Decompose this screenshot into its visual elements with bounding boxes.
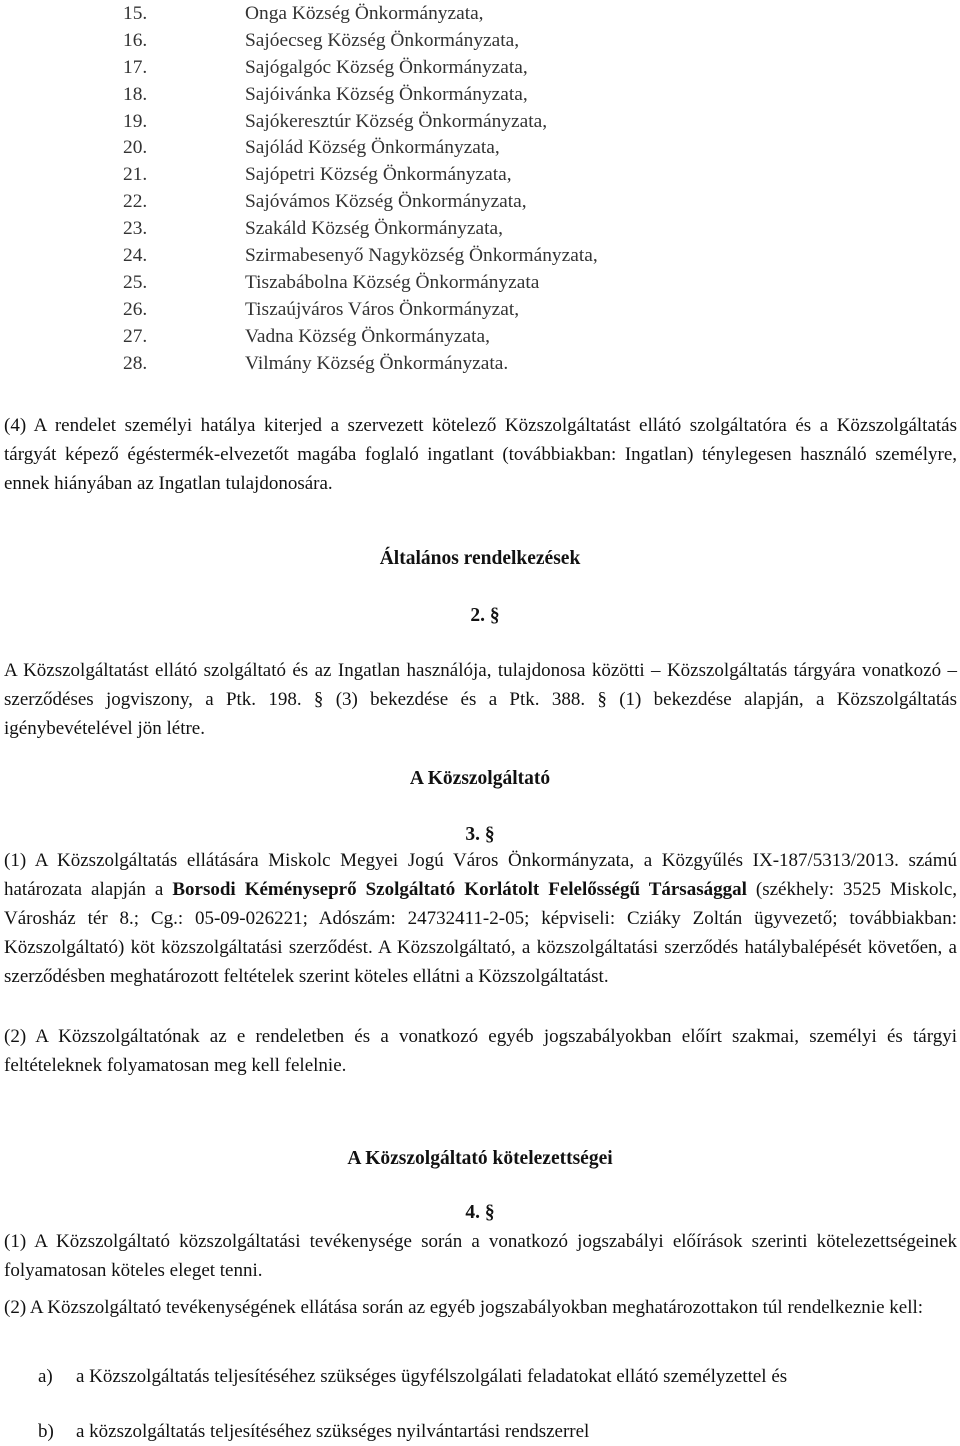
municipality-name: Sajóecseg Község Önkormányzata, — [245, 29, 520, 51]
municipality-name: Sajókeresztúr Község Önkormányzata, — [245, 110, 548, 132]
section-4-paragraph-2: (2) A Közszolgáltató tevékenységének ellátása során az egyéb jogszabályokban meghatározottakon túl rendelkeznie kell: — [4, 1297, 924, 1318]
municipality-item — [0, 296, 960, 323]
municipality-number: 17. — [123, 56, 148, 78]
municipality-number: 18. — [123, 83, 148, 105]
section-3-paragraph-1 — [4, 846, 957, 991]
municipality-item — [0, 269, 960, 296]
paragraph-scope: (4) A rendelet személyi hatálya kiterjed a szervezett kötelező Közszolgáltatást ellátó szolgáltatóra és a Közszolgáltatás tárgyát képező égéstermék-elvezetőt magába foglaló ingatlant (továbbiakban: Ingatlan) ténylegesen használó személyre, ennek hiányában az Ingatlan tulajdonosára. — [4, 415, 957, 494]
municipality-item — [0, 27, 960, 54]
list-text: a Közszolgáltatás teljesítéséhez szükséges ügyfélszolgálati feladatokat ellátó személyzettel és — [76, 1366, 788, 1387]
section-3-text-a: (1) A Közszolgáltatás ellátására Miskolc Megyei Jogú Város Önkormányzata, a Közgyűlés IX-187/5313/2013. számú határozata alapján a — [4, 850, 957, 900]
section-3-paragraph-2: (2) A Közszolgáltatónak az e rendeletben és a vonatkozó egyéb jogszabályokban előírt szakmai, személyi és tárgyi feltételeknek folyamatosan meg kell felelnie. — [4, 1026, 957, 1076]
municipality-name: Sajógalgóc Község Önkormányzata, — [245, 56, 528, 78]
provider-company-name: Borsodi Kéményseprő Szolgáltató Korlátolt Felelősségű Társasággal — [172, 879, 747, 900]
list-item-a — [4, 1363, 957, 1419]
municipality-item — [0, 134, 960, 161]
municipality-number: 22. — [123, 191, 148, 213]
municipality-item — [0, 54, 960, 81]
municipality-item — [0, 323, 960, 350]
municipality-number: 21. — [123, 164, 148, 186]
section-2-number: 2. § — [470, 605, 500, 626]
municipality-list — [0, 0, 960, 376]
municipality-name: Szakáld Község Önkormányzata, — [245, 218, 503, 240]
municipality-name: Sajópetri Község Önkormányzata, — [245, 164, 512, 186]
municipality-item — [0, 161, 960, 188]
list-marker: a) — [38, 1366, 53, 1387]
municipality-number: 24. — [123, 245, 148, 267]
list-item-b — [4, 1418, 957, 1446]
municipality-name: Tiszabábolna Község Önkormányzata — [245, 271, 540, 293]
municipality-item — [0, 350, 960, 377]
list-marker: b) — [38, 1421, 54, 1442]
municipality-number: 28. — [123, 352, 148, 374]
municipality-name: Vilmány Község Önkormányzata. — [245, 352, 509, 374]
municipality-item — [0, 108, 960, 135]
municipality-name: Tiszaújváros Város Önkormányzat, — [245, 298, 520, 320]
heading-general-provisions: Általános rendelkezések — [379, 548, 581, 569]
municipality-name: Vadna Község Önkormányzata, — [245, 325, 490, 347]
municipality-number: 25. — [123, 271, 148, 293]
municipality-item — [0, 242, 960, 269]
municipality-item — [0, 0, 960, 27]
municipality-name: Sajóivánka Község Önkormányzata, — [245, 83, 528, 105]
heading-public-service-provider: A Közszolgáltató — [409, 768, 551, 789]
municipality-item — [0, 81, 960, 108]
section-4-number: 4. § — [465, 1202, 495, 1223]
municipality-number: 27. — [123, 325, 148, 347]
municipality-number: 20. — [123, 137, 148, 159]
heading-provider-obligations: A Közszolgáltató kötelezettségei — [347, 1148, 613, 1169]
municipality-name: Onga Község Önkormányzata, — [245, 3, 484, 24]
municipality-number: 16. — [123, 29, 148, 51]
municipality-item — [0, 215, 960, 242]
municipality-number: 15. — [123, 3, 148, 24]
section-3-number: 3. § — [465, 824, 495, 845]
municipality-name: Sajóvámos Község Önkormányzata, — [245, 191, 527, 213]
municipality-number: 19. — [123, 110, 148, 132]
municipality-name: Sajólád Község Önkormányzata, — [245, 137, 500, 159]
section-4-paragraph-1: (1) A Közszolgáltató közszolgáltatási tevékenysége során a vonatkozó jogszabályi előírások szerinti kötelezettségeinek folyamatosan köteles eleget tenni. — [4, 1231, 957, 1281]
list-text: a közszolgáltatás teljesítéséhez szükséges nyilvántartási rendszerrel — [76, 1421, 590, 1442]
section-2-text: A Közszolgáltatást ellátó szolgáltató és az Ingatlan használója, tulajdonosa közötti – Közszolgáltatás tárgyára vonatkozó – szerződéses jogviszony, a Ptk. 198. § (3) bekezdése és a Ptk. 388. § (1) bekezdése alapján, a Közszolgáltatás igénybevételével jön létre. — [4, 660, 957, 739]
municipality-name: Szirmabesenyő Nagyközség Önkormányzata, — [245, 245, 598, 267]
section-3-text-b: (székhely: 3525 Miskolc, Városház tér 8.; Cg.: 05-09-026221; Adószám: 24732411-2-05; képviseli: Cziáky Zoltán ügyvezető; továbbiakban: Közszolgáltató) köt közszolgáltatási szerződést. A Közszolgáltató, a közszolgáltatási szerződés hatálybalépését követően, a szerződésben meghatározott feltételek szerint köteles ellátni a Közszolgáltatást. — [4, 879, 958, 987]
municipality-number: 26. — [123, 298, 148, 320]
municipality-item — [0, 188, 960, 215]
municipality-number: 23. — [123, 218, 148, 240]
